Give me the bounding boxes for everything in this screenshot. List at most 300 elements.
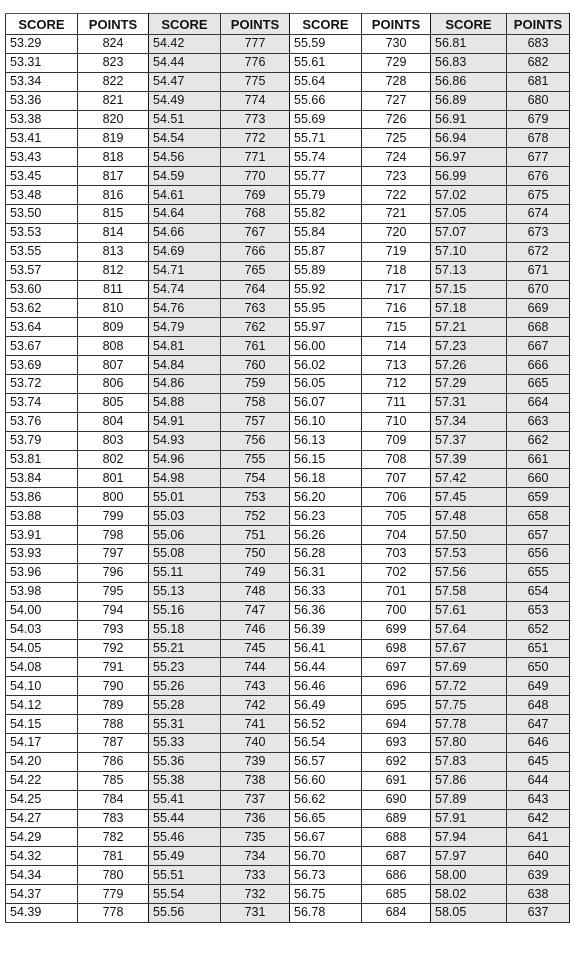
score-cell: 56.20 [290,488,362,507]
score-cell: 54.15 [6,715,78,734]
points-cell: 683 [507,35,570,54]
table-row [6,167,570,186]
score-cell: 53.72 [6,375,78,394]
score-cell: 53.76 [6,412,78,431]
score-cell: 57.42 [431,469,507,488]
score-cell: 53.79 [6,431,78,450]
points-cell: 735 [221,828,290,847]
score-cell: 56.46 [290,677,362,696]
points-cell: 642 [507,809,570,828]
score-cell: 54.42 [149,35,221,54]
table-row [6,299,570,318]
points-cell: 643 [507,790,570,809]
points-cell: 638 [507,885,570,904]
points-cell: 720 [362,223,431,242]
score-cell: 53.60 [6,280,78,299]
table-row [6,129,570,148]
points-cell: 718 [362,261,431,280]
score-cell: 54.69 [149,242,221,261]
score-cell: 56.49 [290,696,362,715]
score-cell: 55.74 [290,148,362,167]
header-points-3: POINTS [362,14,431,35]
score-cell: 56.57 [290,752,362,771]
header-score-3: SCORE [290,14,362,35]
points-cell: 711 [362,393,431,412]
score-cell: 55.06 [149,526,221,545]
points-cell: 652 [507,620,570,639]
points-cell: 639 [507,866,570,885]
header-score-2: SCORE [149,14,221,35]
points-cell: 794 [78,601,149,620]
points-cell: 778 [78,903,149,922]
score-cell: 55.23 [149,658,221,677]
points-cell: 789 [78,696,149,715]
score-cell: 56.70 [290,847,362,866]
points-cell: 700 [362,601,431,620]
score-cell: 56.75 [290,885,362,904]
score-cell: 57.91 [431,809,507,828]
score-cell: 57.94 [431,828,507,847]
points-cell: 696 [362,677,431,696]
points-cell: 776 [221,53,290,72]
points-cell: 664 [507,393,570,412]
score-cell: 54.86 [149,375,221,394]
points-cell: 665 [507,375,570,394]
points-cell: 814 [78,223,149,242]
points-cell: 773 [221,110,290,129]
points-cell: 716 [362,299,431,318]
score-cell: 54.27 [6,809,78,828]
points-cell: 809 [78,318,149,337]
points-cell: 817 [78,167,149,186]
score-cell: 55.21 [149,639,221,658]
points-cell: 657 [507,526,570,545]
points-cell: 726 [362,110,431,129]
score-cell: 57.50 [431,526,507,545]
score-cell: 57.13 [431,261,507,280]
score-cell: 56.36 [290,601,362,620]
score-cell: 57.48 [431,507,507,526]
points-cell: 781 [78,847,149,866]
points-cell: 651 [507,639,570,658]
table-row [6,412,570,431]
points-cell: 749 [221,563,290,582]
score-cell: 53.64 [6,318,78,337]
points-cell: 742 [221,696,290,715]
score-cell: 54.98 [149,469,221,488]
score-cell: 56.65 [290,809,362,828]
score-cell: 58.00 [431,866,507,885]
points-cell: 798 [78,526,149,545]
points-cell: 755 [221,450,290,469]
points-cell: 703 [362,545,431,564]
points-cell: 816 [78,186,149,205]
points-cell: 743 [221,677,290,696]
score-cell: 56.05 [290,375,362,394]
table-row [6,318,570,337]
score-cell: 54.37 [6,885,78,904]
points-cell: 698 [362,639,431,658]
score-cell: 54.64 [149,205,221,224]
score-cell: 54.93 [149,431,221,450]
points-cell: 714 [362,337,431,356]
table-row [6,771,570,790]
score-cell: 56.52 [290,715,362,734]
points-cell: 754 [221,469,290,488]
score-cell: 53.48 [6,186,78,205]
header-points-2: POINTS [221,14,290,35]
table-row [6,582,570,601]
score-cell: 54.76 [149,299,221,318]
points-cell: 756 [221,431,290,450]
score-cell: 56.07 [290,393,362,412]
score-cell: 53.88 [6,507,78,526]
points-cell: 680 [507,91,570,110]
score-cell: 54.12 [6,696,78,715]
table-row [6,431,570,450]
points-cell: 746 [221,620,290,639]
points-cell: 823 [78,53,149,72]
points-cell: 771 [221,148,290,167]
points-cell: 731 [221,903,290,922]
score-cell: 56.99 [431,167,507,186]
table-row [6,53,570,72]
score-cell: 53.29 [6,35,78,54]
points-cell: 766 [221,242,290,261]
score-cell: 57.58 [431,582,507,601]
score-cell: 53.34 [6,72,78,91]
points-cell: 699 [362,620,431,639]
table-row [6,658,570,677]
points-cell: 688 [362,828,431,847]
table-row [6,91,570,110]
score-cell: 56.23 [290,507,362,526]
points-cell: 813 [78,242,149,261]
points-cell: 824 [78,35,149,54]
score-cell: 54.51 [149,110,221,129]
points-cell: 811 [78,280,149,299]
score-cell: 55.54 [149,885,221,904]
points-cell: 677 [507,148,570,167]
score-cell: 55.79 [290,186,362,205]
points-cell: 694 [362,715,431,734]
points-cell: 808 [78,337,149,356]
table-row [6,866,570,885]
score-cell: 55.56 [149,903,221,922]
table-row [6,809,570,828]
points-cell: 691 [362,771,431,790]
score-cell: 56.44 [290,658,362,677]
score-cell: 55.87 [290,242,362,261]
points-cell: 640 [507,847,570,866]
points-cell: 737 [221,790,290,809]
score-cell: 54.32 [6,847,78,866]
points-cell: 767 [221,223,290,242]
score-cell: 56.86 [431,72,507,91]
points-cell: 804 [78,412,149,431]
points-cell: 724 [362,148,431,167]
points-cell: 740 [221,733,290,752]
points-cell: 801 [78,469,149,488]
points-cell: 770 [221,167,290,186]
score-cell: 55.92 [290,280,362,299]
score-cell: 54.25 [6,790,78,809]
points-cell: 768 [221,205,290,224]
score-cell: 56.89 [431,91,507,110]
score-cell: 54.49 [149,91,221,110]
points-cell: 689 [362,809,431,828]
score-cell: 53.38 [6,110,78,129]
points-cell: 684 [362,903,431,922]
score-cell: 53.93 [6,545,78,564]
points-cell: 687 [362,847,431,866]
points-cell: 729 [362,53,431,72]
score-cell: 54.79 [149,318,221,337]
score-cell: 53.74 [6,393,78,412]
header-score-1: SCORE [6,14,78,35]
score-cell: 55.18 [149,620,221,639]
table-row [6,733,570,752]
score-cell: 57.02 [431,186,507,205]
score-cell: 54.61 [149,186,221,205]
points-cell: 772 [221,129,290,148]
score-cell: 56.02 [290,356,362,375]
score-cell: 55.01 [149,488,221,507]
score-cell: 57.34 [431,412,507,431]
score-cell: 55.64 [290,72,362,91]
points-cell: 646 [507,733,570,752]
points-cell: 751 [221,526,290,545]
score-cell: 56.39 [290,620,362,639]
points-cell: 717 [362,280,431,299]
score-cell: 56.62 [290,790,362,809]
score-cell: 53.57 [6,261,78,280]
points-cell: 747 [221,601,290,620]
points-cell: 738 [221,771,290,790]
points-cell: 819 [78,129,149,148]
points-cell: 660 [507,469,570,488]
points-cell: 712 [362,375,431,394]
points-cell: 662 [507,431,570,450]
table-row [6,601,570,620]
score-cell: 56.94 [431,129,507,148]
points-cell: 709 [362,431,431,450]
points-cell: 792 [78,639,149,658]
score-cell: 53.69 [6,356,78,375]
score-cell: 56.15 [290,450,362,469]
points-cell: 690 [362,790,431,809]
score-cell: 57.64 [431,620,507,639]
table-row [6,35,570,54]
score-cell: 54.20 [6,752,78,771]
points-cell: 757 [221,412,290,431]
score-cell: 56.97 [431,148,507,167]
points-cell: 678 [507,129,570,148]
table-row [6,885,570,904]
points-cell: 654 [507,582,570,601]
table-row [6,563,570,582]
header-points-4: POINTS [507,14,570,35]
points-cell: 812 [78,261,149,280]
score-cell: 57.07 [431,223,507,242]
score-cell: 56.00 [290,337,362,356]
score-cell: 54.71 [149,261,221,280]
points-cell: 774 [221,91,290,110]
points-cell: 764 [221,280,290,299]
points-cell: 681 [507,72,570,91]
points-cell: 692 [362,752,431,771]
table-row [6,242,570,261]
score-cell: 57.83 [431,752,507,771]
score-cell: 56.81 [431,35,507,54]
points-cell: 822 [78,72,149,91]
score-cell: 56.67 [290,828,362,847]
score-cell: 55.51 [149,866,221,885]
points-cell: 685 [362,885,431,904]
points-cell: 653 [507,601,570,620]
points-cell: 733 [221,866,290,885]
points-cell: 637 [507,903,570,922]
score-cell: 55.89 [290,261,362,280]
score-cell: 56.83 [431,53,507,72]
points-cell: 663 [507,412,570,431]
table-row [6,903,570,922]
score-cell: 53.86 [6,488,78,507]
points-cell: 787 [78,733,149,752]
score-cell: 54.08 [6,658,78,677]
table-row [6,526,570,545]
points-cell: 777 [221,35,290,54]
score-cell: 57.37 [431,431,507,450]
header-score-4: SCORE [431,14,507,35]
score-cell: 55.84 [290,223,362,242]
score-cell: 53.36 [6,91,78,110]
points-cell: 674 [507,205,570,224]
score-cell: 55.03 [149,507,221,526]
score-cell: 57.29 [431,375,507,394]
table-row [6,488,570,507]
points-cell: 702 [362,563,431,582]
points-cell: 796 [78,563,149,582]
points-cell: 761 [221,337,290,356]
score-cell: 56.13 [290,431,362,450]
points-cell: 762 [221,318,290,337]
score-cell: 54.17 [6,733,78,752]
points-cell: 723 [362,167,431,186]
table-row [6,223,570,242]
points-cell: 645 [507,752,570,771]
points-cell: 803 [78,431,149,450]
points-cell: 705 [362,507,431,526]
points-cell: 728 [362,72,431,91]
table-row [6,393,570,412]
points-cell: 672 [507,242,570,261]
points-cell: 715 [362,318,431,337]
score-cell: 55.97 [290,318,362,337]
score-cell: 55.46 [149,828,221,847]
score-cell: 57.53 [431,545,507,564]
score-cell: 54.44 [149,53,221,72]
points-cell: 650 [507,658,570,677]
score-cell: 53.53 [6,223,78,242]
score-cell: 57.21 [431,318,507,337]
points-cell: 675 [507,186,570,205]
score-cell: 55.66 [290,91,362,110]
score-cell: 57.10 [431,242,507,261]
points-cell: 693 [362,733,431,752]
points-cell: 661 [507,450,570,469]
points-cell: 736 [221,809,290,828]
score-cell: 54.84 [149,356,221,375]
table-row [6,620,570,639]
score-cell: 53.96 [6,563,78,582]
header-points-1: POINTS [78,14,149,35]
points-cell: 730 [362,35,431,54]
score-cell: 54.81 [149,337,221,356]
points-cell: 753 [221,488,290,507]
score-cell: 57.39 [431,450,507,469]
table-row [6,72,570,91]
points-cell: 673 [507,223,570,242]
table-row [6,375,570,394]
score-cell: 58.02 [431,885,507,904]
score-cell: 53.84 [6,469,78,488]
score-cell: 55.69 [290,110,362,129]
points-cell: 810 [78,299,149,318]
score-cell: 55.77 [290,167,362,186]
score-cell: 57.80 [431,733,507,752]
points-cell: 769 [221,186,290,205]
score-cell: 57.23 [431,337,507,356]
score-cell: 57.18 [431,299,507,318]
table-row [6,752,570,771]
table-row [6,337,570,356]
score-cell: 56.18 [290,469,362,488]
score-cell: 54.56 [149,148,221,167]
score-cell: 57.61 [431,601,507,620]
score-cell: 53.43 [6,148,78,167]
score-cell: 57.67 [431,639,507,658]
points-cell: 786 [78,752,149,771]
score-cell: 57.05 [431,205,507,224]
score-cell: 56.33 [290,582,362,601]
score-cell: 57.31 [431,393,507,412]
points-cell: 707 [362,469,431,488]
score-cell: 55.31 [149,715,221,734]
score-cell: 54.29 [6,828,78,847]
points-cell: 704 [362,526,431,545]
points-cell: 790 [78,677,149,696]
score-cell: 57.75 [431,696,507,715]
points-cell: 710 [362,412,431,431]
score-cell: 53.45 [6,167,78,186]
points-cell: 697 [362,658,431,677]
score-cell: 54.74 [149,280,221,299]
score-cell: 57.72 [431,677,507,696]
points-cell: 658 [507,507,570,526]
score-cell: 56.26 [290,526,362,545]
table-row [6,280,570,299]
table-row [6,205,570,224]
points-cell: 758 [221,393,290,412]
points-cell: 655 [507,563,570,582]
score-cell: 54.54 [149,129,221,148]
table-row [6,110,570,129]
score-cell: 53.91 [6,526,78,545]
score-cell: 56.60 [290,771,362,790]
score-cell: 55.08 [149,545,221,564]
score-cell: 55.38 [149,771,221,790]
